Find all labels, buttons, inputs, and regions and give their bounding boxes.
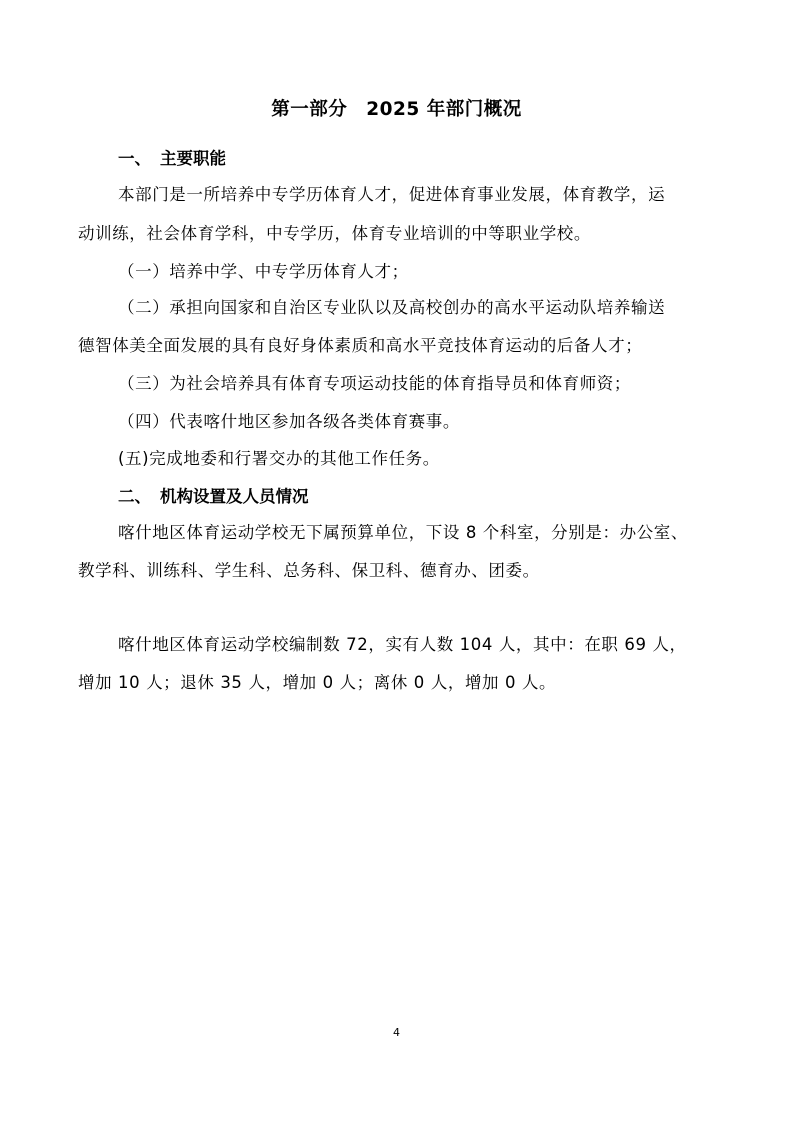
section-title: 主要职能 [160, 149, 226, 168]
section-title: 机构设置及人员情况 [160, 487, 309, 506]
list-item: （二）承担向国家和自治区专业队以及高校创办的高水平运动队培养输送 [118, 298, 666, 317]
paragraph-line: 喀什地区体育运动学校无下属预算单位，下设 8 个科室，分别是：办公室、 [118, 523, 688, 542]
paragraph-line: 喀什地区体育运动学校编制数 72，实有人数 104 人，其中：在职 69 人， [118, 635, 687, 654]
paragraph-line: 德智体美全面发展的具有良好身体素质和高水平竞技体育运动的后备人才； [78, 336, 643, 355]
page-number: 4 [393, 1026, 400, 1039]
section-heading-main-functions [118, 148, 226, 170]
list-item: （三）为社会培养具有体育专项运动技能的体育指导员和体育师资； [118, 374, 631, 393]
paragraph-line: 教学科、训练科、学生科、总务科、保卫科、德育办、团委。 [78, 561, 540, 580]
paragraph-line: 本部门是一所培养中专学历体育人才，促进体育事业发展，体育教学，运 [118, 185, 666, 204]
paragraph-line: 增加 10 人；退休 35 人，增加 0 人；离休 0 人，增加 0 人。 [78, 673, 557, 692]
section-number: 二、 [118, 487, 151, 506]
section-number: 一、 [118, 149, 151, 168]
section-heading-organization-staff [118, 486, 309, 508]
paragraph-line: 动训练，社会体育学科，中专学历，体育专业培训的中等职业学校。 [78, 224, 591, 243]
list-item: (五)完成地委和行署交办的其他工作任务。 [118, 449, 440, 468]
list-item: （一）培养中学、中专学历体育人才； [118, 262, 409, 281]
list-item: （四）代表喀什地区参加各级各类体育赛事。 [118, 412, 460, 431]
page-title: 第一部分 2025 年部门概况 [271, 99, 522, 120]
